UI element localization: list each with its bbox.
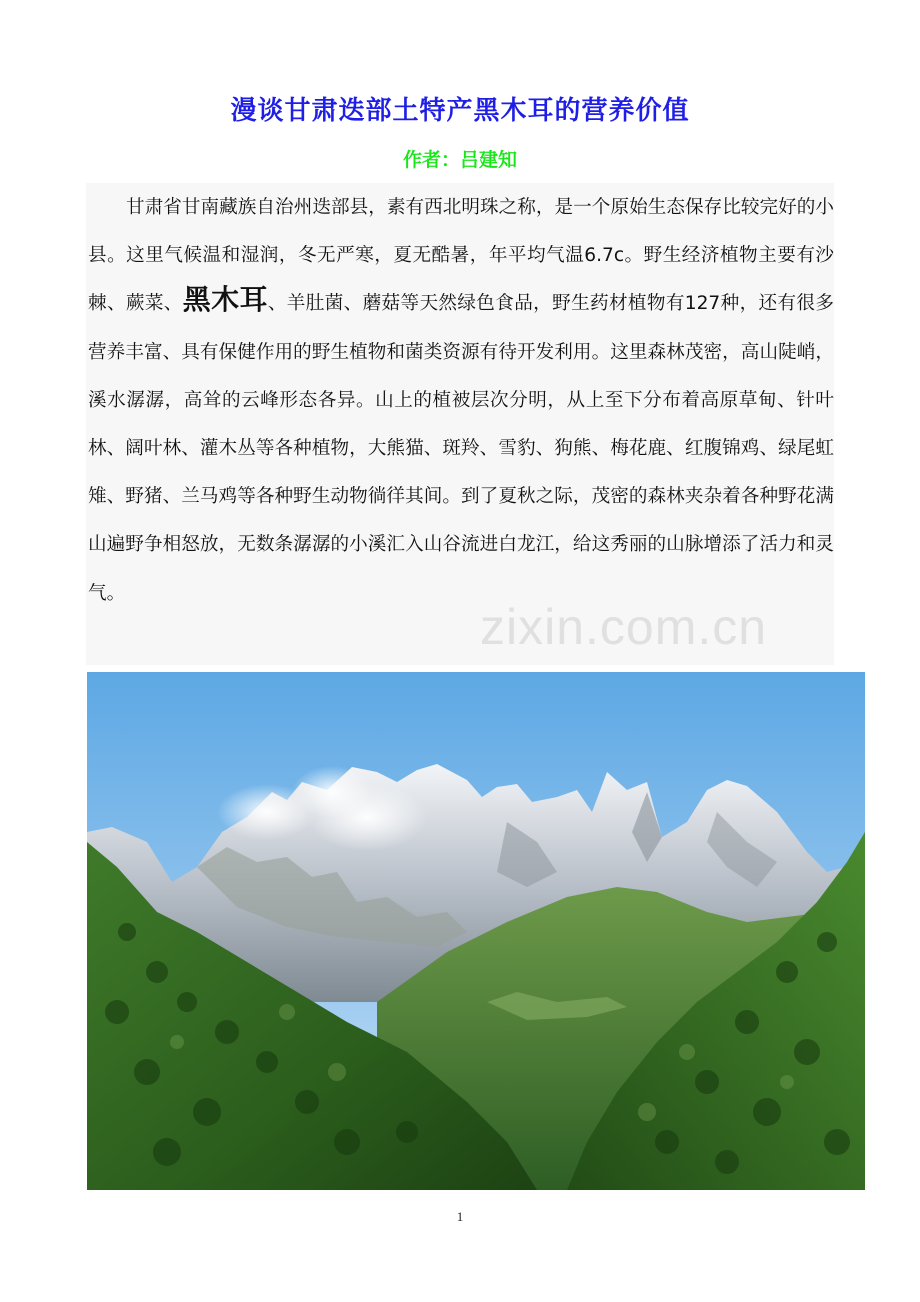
- mountain-landscape-photo: [87, 672, 865, 1190]
- paragraph-text-part1: 甘肃省甘南藏族自治州迭部县，素有西北明珠之称，是一个原始生态保存比较完好的小县。这里气候温和湿润，冬无严寒，夏无酷暑，年平均气温6.7c。野生经济植物主要有沙棘、蕨菜、: [88, 197, 834, 315]
- body-paragraph: [88, 184, 834, 618]
- page-number: 1: [456, 1209, 464, 1224]
- author-line: 作者：吕建知: [402, 149, 517, 171]
- watermark: zixin.com.cn: [480, 599, 768, 655]
- emphasized-word: 黑木耳: [182, 283, 268, 317]
- document-title: 漫谈甘肃迭部土特产黑木耳的营养价值: [230, 96, 690, 126]
- paragraph-text-part2: 、羊肚菌、蘑菇等天然绿色食品，野生药材植物有127种，还有很多营养丰富、具有保健作用的野生植物和菌类资源有待开发利用。这里森林茂密，高山陡峭，溪水潺潺，高耸的云峰形态各异。山上的植被层次分明，从上至下分布着高原草甸、针叶林、阔叶林、灌木丛等各种植物，大熊猫、斑羚、雪豹、狗熊、梅花鹿、红腹锦鸡、绿尾虹雉、野猪、兰马鸡等各种野生动物徜徉其间。到了夏秋之际，茂密的森林夹杂着各种野花满山遍野争相怒放，无数条潺潺的小溪汇入山谷流进白龙江，给这秀丽的山脉增添了活力和灵气。: [88, 293, 834, 604]
